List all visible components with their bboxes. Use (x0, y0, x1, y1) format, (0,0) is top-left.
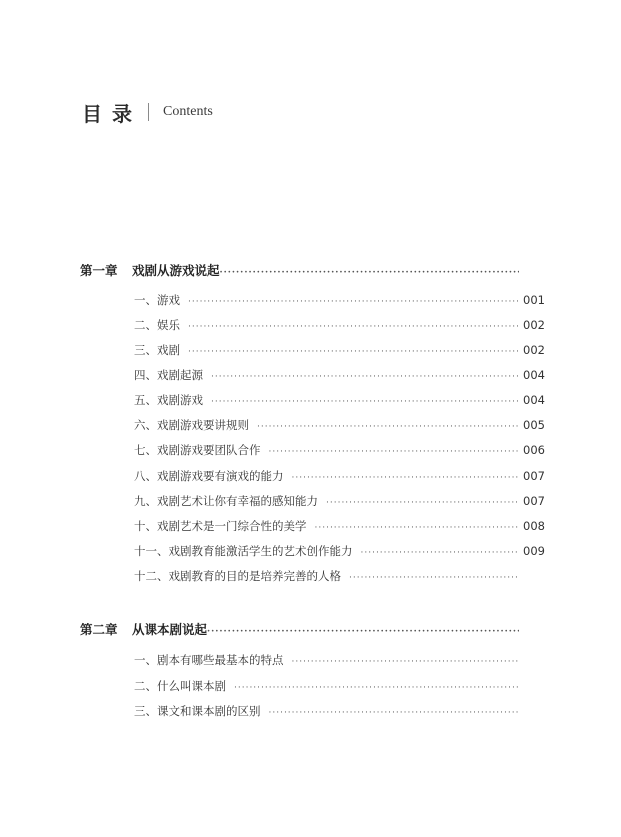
toc-title-cn: 目录 (82, 101, 142, 126)
chapter-title: 戏剧从游戏说起 (132, 263, 220, 278)
dot-leader (315, 523, 520, 533)
entry-title: 八、戏剧游戏要有演戏的能力 (134, 469, 284, 483)
dot-leader (292, 473, 520, 483)
toc-entry[interactable] (134, 493, 545, 509)
toc-entry[interactable] (134, 417, 545, 433)
dot-leader (188, 297, 519, 307)
dot-leader (269, 708, 520, 718)
dot-leader (188, 347, 519, 357)
toc-entry[interactable] (134, 518, 545, 534)
toc-entry[interactable] (134, 292, 545, 308)
dot-leader (234, 683, 519, 693)
chapter-row[interactable] (80, 620, 545, 638)
entry-title: 一、游戏 (134, 293, 180, 307)
toc-entry[interactable] (134, 543, 545, 559)
entry-title: 六、戏剧游戏要讲规则 (134, 418, 249, 432)
toc-entry[interactable] (134, 468, 545, 484)
dot-leader (257, 422, 519, 432)
entry-title: 九、戏剧艺术让你有幸福的感知能力 (134, 494, 318, 508)
entry-title: 五、戏剧游戏 (134, 393, 203, 407)
page-number: 001 (523, 293, 545, 307)
toc-header (82, 100, 213, 124)
page-number: 004 (523, 368, 545, 382)
entry-title: 二、娱乐 (134, 318, 180, 332)
dot-leader (211, 372, 519, 382)
dot-leader (220, 268, 519, 278)
entry-title: 十、戏剧艺术是一门综合性的美学 (134, 519, 307, 533)
entry-title: 七、戏剧游戏要团队合作 (134, 443, 261, 457)
toc-entry[interactable] (134, 342, 545, 358)
toc-entry[interactable] (134, 367, 545, 383)
entry-title: 一、剧本有哪些最基本的特点 (134, 653, 284, 667)
dot-leader (207, 627, 519, 637)
dot-leader (211, 397, 519, 407)
toc-entry[interactable] (134, 317, 545, 333)
page-number: 002 (523, 343, 545, 357)
entry-title: 四、戏剧起源 (134, 368, 203, 382)
toc-entry[interactable] (134, 392, 545, 408)
toc-entry[interactable] (134, 442, 545, 458)
dot-leader (188, 322, 519, 332)
dot-leader (292, 657, 520, 667)
entry-title: 十二、戏剧教育的目的是培养完善的人格 (134, 569, 341, 583)
toc-entry[interactable] (134, 703, 545, 719)
entry-title: 三、课文和课本剧的区别 (134, 704, 261, 718)
chapter-title: 从课本剧说起 (132, 622, 208, 637)
page-number: 005 (523, 418, 545, 432)
header-divider (148, 103, 149, 121)
page-number: 007 (523, 494, 545, 508)
entry-title: 十一、戏剧教育能激活学生的艺术创作能力 (134, 544, 353, 558)
page-number: 002 (523, 318, 545, 332)
entry-title: 二、什么叫课本剧 (134, 679, 226, 693)
page-number: 009 (523, 544, 545, 558)
page-number: 004 (523, 393, 545, 407)
chapter-number: 第一章 (80, 263, 118, 278)
dot-leader (326, 498, 519, 508)
dot-leader (361, 548, 520, 558)
page-number: 007 (523, 469, 545, 483)
dot-leader (269, 447, 520, 457)
entry-title: 三、戏剧 (134, 343, 180, 357)
chapter-number: 第二章 (80, 622, 118, 637)
toc-entry[interactable] (134, 652, 545, 668)
toc-entry[interactable] (134, 568, 545, 584)
toc-entry[interactable] (134, 678, 545, 694)
toc-title-en: Contents (163, 104, 213, 119)
page-number: 006 (523, 443, 545, 457)
chapter-row[interactable] (80, 261, 545, 279)
dot-leader (349, 573, 519, 583)
page-number: 008 (523, 519, 545, 533)
